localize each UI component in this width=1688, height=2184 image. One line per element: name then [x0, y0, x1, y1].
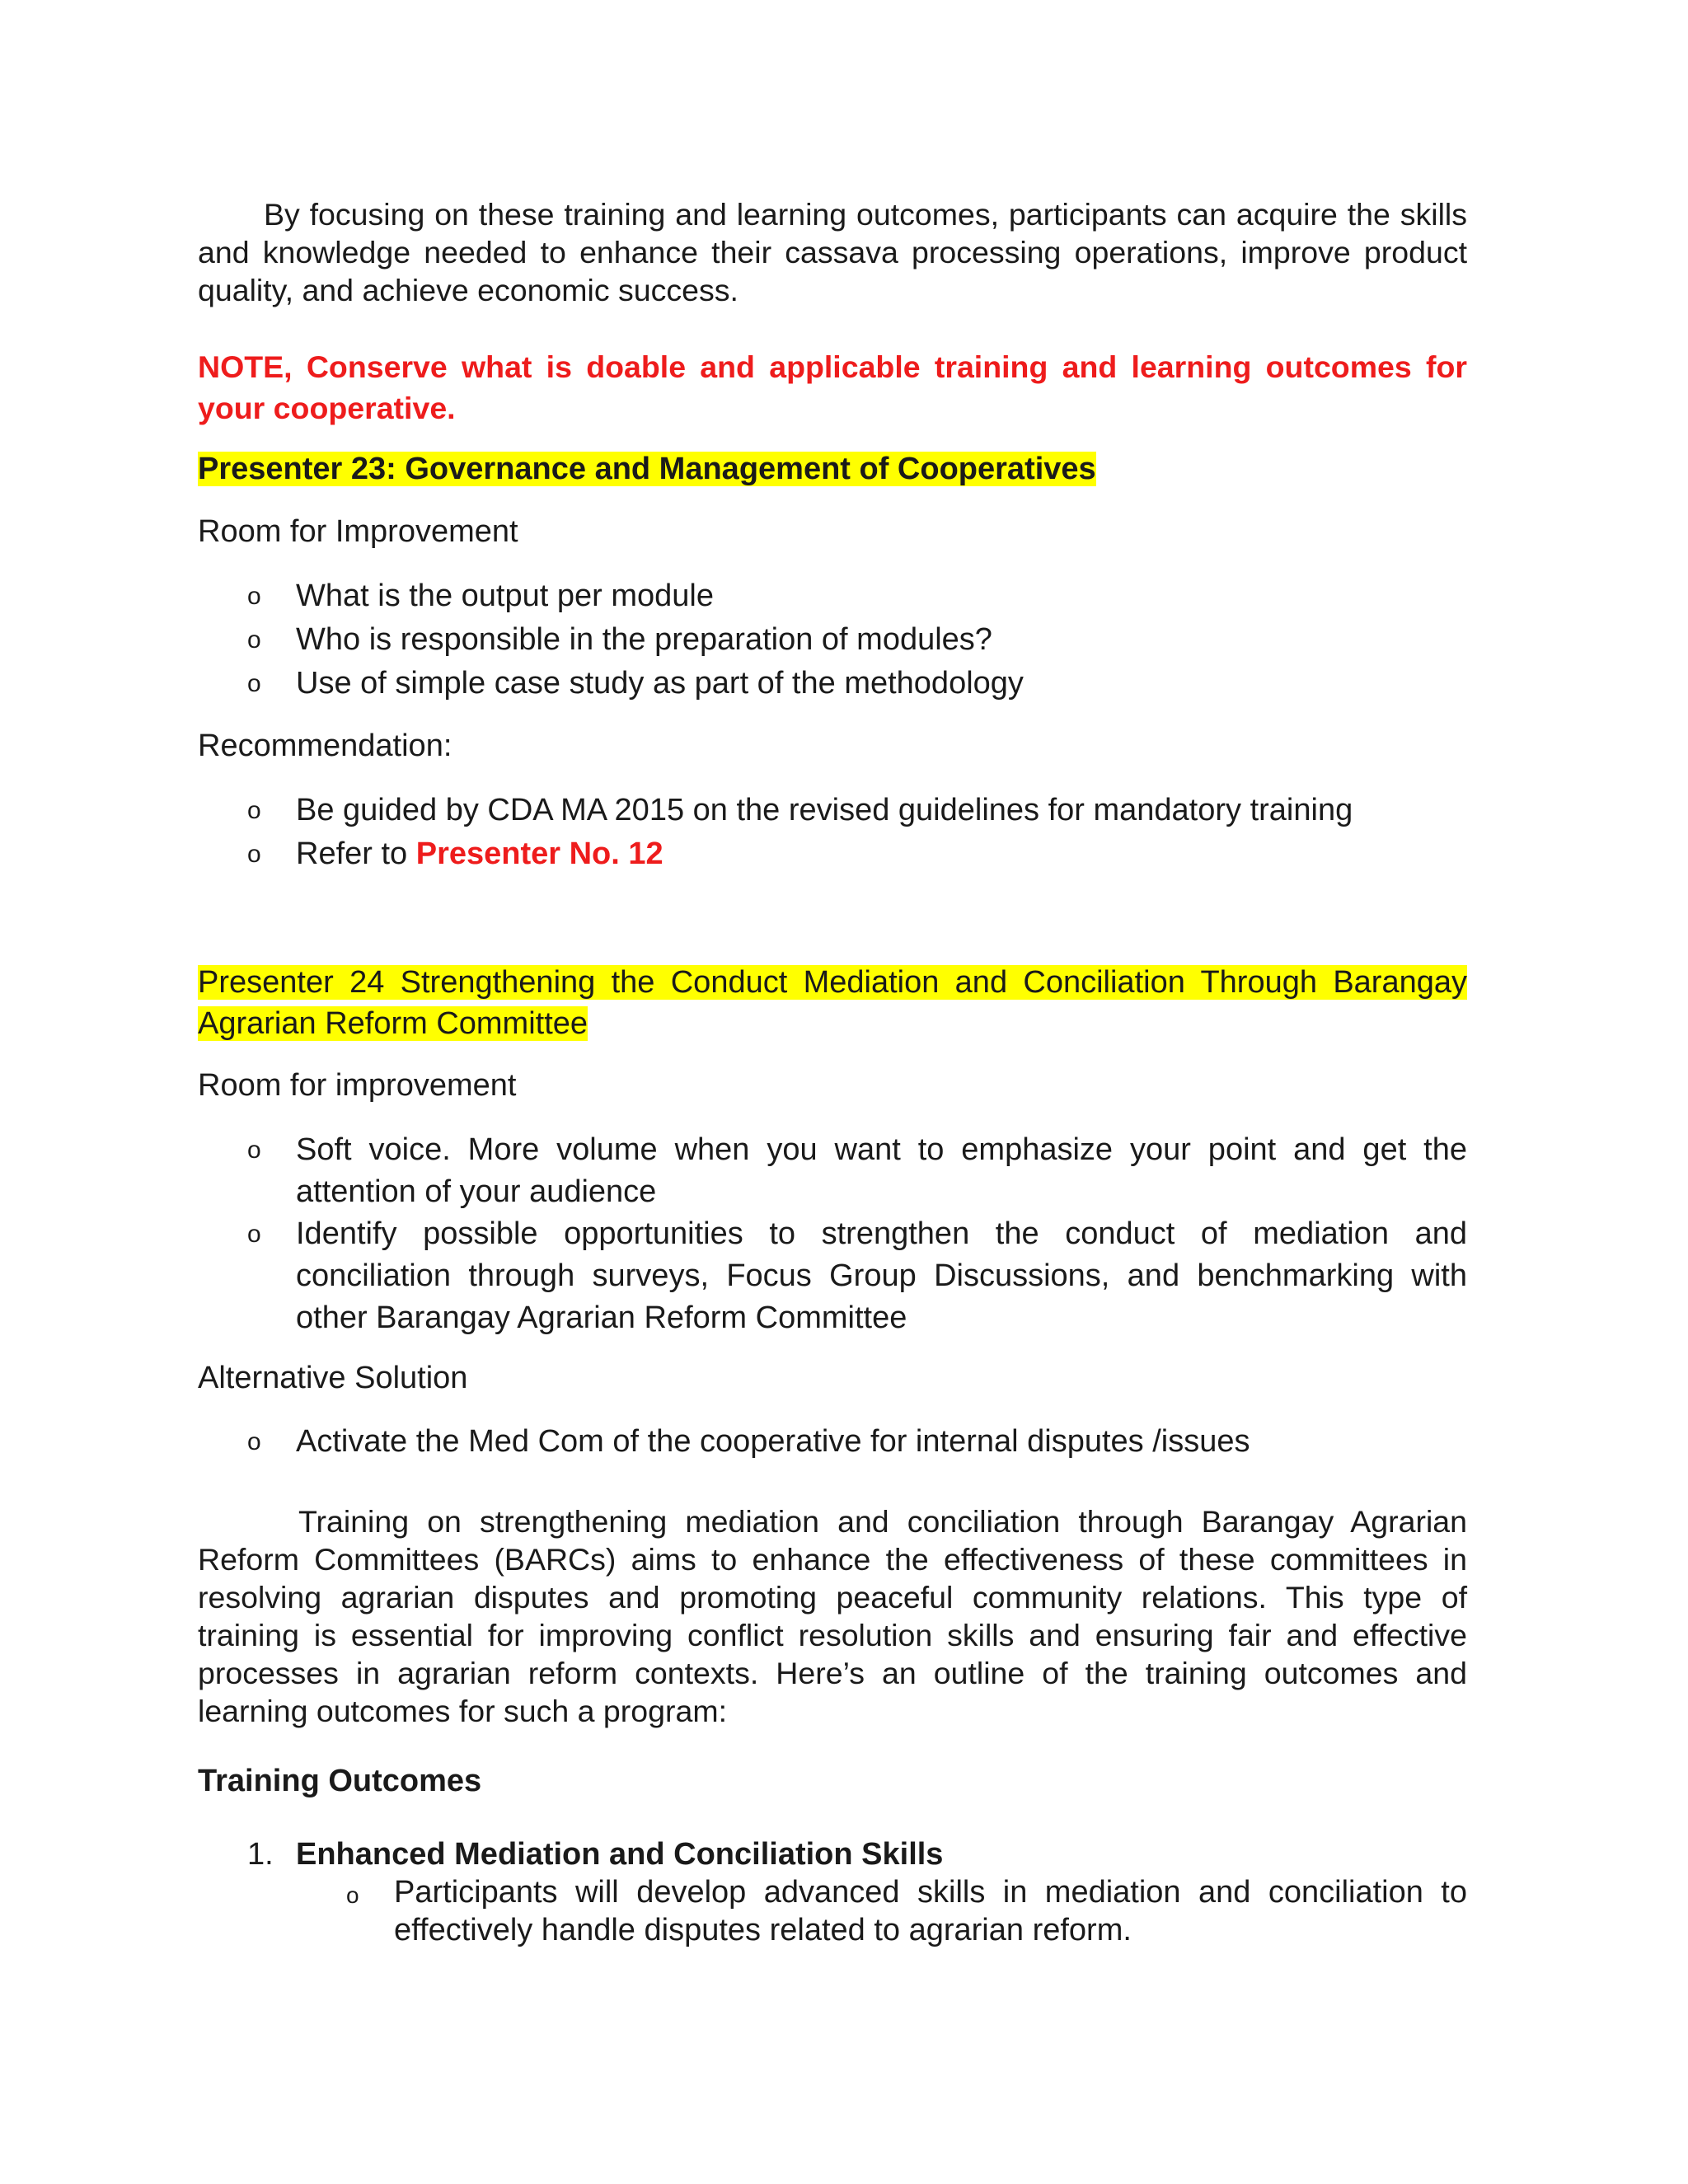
intro-paragraph: By focusing on these training and learning outcomes, participants can acquire the skills and knowledge needed to enhance their cassava processing operations, improve product quality, and achieve economic success.: [198, 197, 1467, 307]
presenter-24-title: Presenter 24 Strengthening the Conduct Mediation and Conciliation Through Barangay Agrarian Reform Committee: [198, 965, 1467, 1041]
presenter-23-room-list: [198, 574, 1467, 705]
list-item: o Refer to Presenter No. 12: [198, 832, 1467, 876]
list-number: 1.: [247, 1837, 274, 1872]
note-paragraph: NOTE, Conserve what is doable and applicable training and learning outcomes for your cooperative.: [198, 349, 1467, 425]
presenter-24-room-list: [198, 1129, 1467, 1339]
list-item: o What is the output per module: [198, 574, 1467, 618]
list-item: o Soft voice. More volume when you want to emphasize your point and get the attention of your audience: [198, 1129, 1467, 1213]
outcome-title: Enhanced Mediation and Conciliation Skills: [296, 1837, 944, 1872]
bullet-marker: o: [247, 1221, 261, 1248]
presenter-24-body-paragraph: Training on strengthening mediation and conciliation through Barangay Agrarian Reform Committees (BARCs) aims to enhance the effectiveness of these committees in resolving agrarian disputes and promoting peaceful community relations. This type of training is essential for improving conflict resolution skills and ensuring fair and effective processes in agrarian reform contexts. Here’s an outline of the training outcomes and learning outcomes for such a program:: [198, 1504, 1467, 1728]
bullet-marker: o: [247, 1428, 261, 1455]
list-item: o Be guided by CDA MA 2015 on the revised guidelines for mandatory training: [198, 789, 1467, 832]
outcome-detail-list: [296, 1873, 1467, 1949]
bullet-marker: o: [247, 670, 261, 697]
presenter-24-alt-list: [198, 1420, 1467, 1464]
bullet-marker: o: [247, 583, 261, 610]
list-item: [198, 1835, 1467, 1949]
list-item: o Activate the Med Com of the cooperative for internal disputes /issues: [198, 1420, 1467, 1464]
list-item: o Participants will develop advanced skills in mediation and conciliation to effectively handle disputes related to agrarian reform.: [346, 1875, 1467, 1947]
presenter-23-room-label: Room for Improvement: [198, 514, 518, 549]
list-item: o Use of simple case study as part of the methodology: [198, 662, 1467, 705]
presenter-23-rec-label: Recommendation:: [198, 729, 452, 763]
training-outcomes-heading: Training Outcomes: [198, 1764, 482, 1798]
list-item: o Identify possible opportunities to strengthen the conduct of mediation and conciliation through surveys, Focus Group Discussions, and benchmarking with other Barangay Agrarian Reform Committee: [198, 1213, 1467, 1339]
presenter-24-room-label: Room for improvement: [198, 1068, 517, 1103]
presenter-23-rec-list: [198, 789, 1467, 876]
presenter-24-alt-label: Alternative Solution: [198, 1361, 468, 1395]
training-outcomes-list: [198, 1835, 1467, 1949]
presenter-23-title: Presenter 23: Governance and Management of Cooperatives: [198, 452, 1096, 486]
bullet-marker: o: [247, 1137, 261, 1164]
bullet-marker: o: [247, 626, 261, 654]
presenter-reference: Presenter No. 12: [415, 837, 663, 871]
bullet-marker: o: [346, 1882, 359, 1908]
bullet-marker: o: [247, 797, 261, 824]
list-item: o Who is responsible in the preparation of modules?: [198, 618, 1467, 662]
bullet-marker: o: [247, 841, 261, 868]
